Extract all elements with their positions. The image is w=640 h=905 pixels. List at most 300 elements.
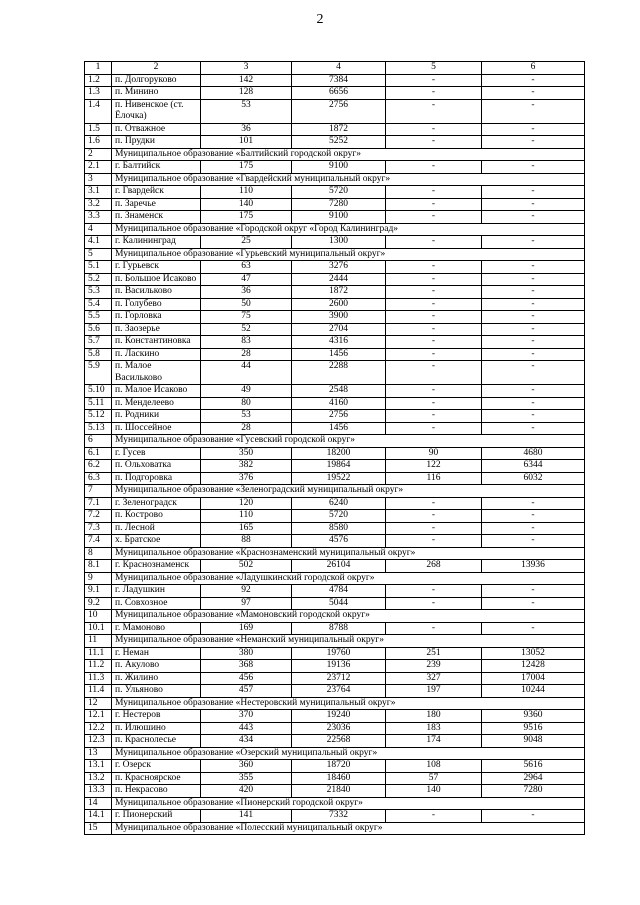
value-col5: -	[386, 535, 482, 548]
value-col4: 1300	[292, 236, 386, 249]
table-row	[85, 348, 585, 361]
row-number: 5.8	[85, 348, 112, 361]
value-col3: 128	[201, 87, 292, 100]
section-number: 9	[85, 572, 112, 585]
value-col5: -	[386, 74, 482, 87]
value-col5: -	[386, 273, 482, 286]
row-number: 3.2	[85, 198, 112, 211]
table-row	[85, 99, 585, 123]
value-col6: -	[482, 397, 585, 410]
row-number: 5.4	[85, 298, 112, 311]
value-col6: -	[482, 361, 585, 385]
settlement-name: п. Малое Исаково	[112, 385, 201, 398]
table-row	[85, 361, 585, 385]
section-title: Муниципальное образование «Пионерский городской округ»	[112, 797, 585, 810]
row-number: 6.2	[85, 460, 112, 473]
value-col5: -	[386, 198, 482, 211]
row-number: 5.2	[85, 273, 112, 286]
row-number: 5.3	[85, 286, 112, 299]
row-number: 12.2	[85, 722, 112, 735]
section-title: Муниципальное образование «Краснознаменский муниципальный округ»	[112, 547, 585, 560]
settlement-name: г. Озерск	[112, 760, 201, 773]
value-col6: -	[482, 211, 585, 224]
row-number: 5.11	[85, 397, 112, 410]
data-table	[84, 61, 585, 835]
value-col6: 10244	[482, 685, 585, 698]
settlement-name: п. Голубево	[112, 298, 201, 311]
section-title: Муниципальное образование «Балтийский городской округ»	[112, 148, 585, 161]
value-col5: -	[386, 87, 482, 100]
settlement-name: г. Неман	[112, 647, 201, 660]
section-row	[85, 797, 585, 810]
settlement-name: п. Шоссейное	[112, 422, 201, 435]
settlement-name: п. Совхозное	[112, 597, 201, 610]
table-row	[85, 472, 585, 485]
section-row	[85, 148, 585, 161]
row-number: 7.1	[85, 497, 112, 510]
row-number: 1.3	[85, 87, 112, 100]
value-col6: -	[482, 261, 585, 274]
value-col3: 457	[201, 685, 292, 698]
value-col3: 53	[201, 99, 292, 123]
section-row	[85, 610, 585, 623]
table-row	[85, 261, 585, 274]
value-col3: 169	[201, 622, 292, 635]
settlement-name: п. Некрасово	[112, 785, 201, 798]
row-number: 11.2	[85, 660, 112, 673]
value-col3: 36	[201, 123, 292, 136]
row-number: 9.1	[85, 585, 112, 598]
value-col4: 19522	[292, 472, 386, 485]
value-col4: 7280	[292, 198, 386, 211]
table-row	[85, 211, 585, 224]
value-col4: 18460	[292, 772, 386, 785]
value-col6: -	[482, 286, 585, 299]
value-col3: 44	[201, 361, 292, 385]
value-col3: 28	[201, 422, 292, 435]
table-row	[85, 87, 585, 100]
value-col6: -	[482, 273, 585, 286]
section-row	[85, 547, 585, 560]
value-col5: -	[386, 311, 482, 324]
section-row	[85, 822, 585, 835]
settlement-name: г. Гусев	[112, 447, 201, 460]
value-col4: 4784	[292, 585, 386, 598]
value-col4: 5720	[292, 186, 386, 199]
settlement-name: п. Большое Исаково	[112, 273, 201, 286]
section-row	[85, 223, 585, 236]
section-number: 3	[85, 173, 112, 186]
header-cell: 1	[85, 62, 112, 75]
value-col4: 2704	[292, 323, 386, 336]
value-col6: 6032	[482, 472, 585, 485]
table-row	[85, 535, 585, 548]
section-title: Муниципальное образование «Гурьевский муниципальный округ»	[112, 248, 585, 261]
row-number: 5.6	[85, 323, 112, 336]
value-col6: -	[482, 311, 585, 324]
row-number: 5.5	[85, 311, 112, 324]
row-number: 12.3	[85, 735, 112, 748]
value-col5: 268	[386, 560, 482, 573]
table-row	[85, 735, 585, 748]
settlement-name: п. Нивенское (ст. Ёлочка)	[112, 99, 201, 123]
row-number: 13.3	[85, 785, 112, 798]
value-col4: 19240	[292, 710, 386, 723]
value-col3: 75	[201, 311, 292, 324]
value-col6: -	[482, 186, 585, 199]
value-col6: -	[482, 74, 585, 87]
table-row	[85, 298, 585, 311]
value-col4: 5252	[292, 136, 386, 149]
value-col4: 19136	[292, 660, 386, 673]
settlement-name: п. Менделеево	[112, 397, 201, 410]
value-col6: -	[482, 597, 585, 610]
value-col4: 7332	[292, 810, 386, 823]
value-col6: -	[482, 236, 585, 249]
settlement-name: п. Горловка	[112, 311, 201, 324]
value-col5: -	[386, 136, 482, 149]
value-col5: 239	[386, 660, 482, 673]
header-cell: 4	[292, 62, 386, 75]
value-col6: -	[482, 198, 585, 211]
table-row	[85, 198, 585, 211]
table-row	[85, 385, 585, 398]
section-title: Муниципальное образование «Гвардейский муниципальный округ»	[112, 173, 585, 186]
settlement-name: г. Калининград	[112, 236, 201, 249]
value-col5: 108	[386, 760, 482, 773]
value-col3: 92	[201, 585, 292, 598]
table-row	[85, 422, 585, 435]
value-col6: 9516	[482, 722, 585, 735]
table-row	[85, 74, 585, 87]
value-col3: 110	[201, 510, 292, 523]
row-number: 7.3	[85, 522, 112, 535]
value-col4: 9100	[292, 161, 386, 174]
value-col4: 18200	[292, 447, 386, 460]
value-col5: -	[386, 161, 482, 174]
value-col6: -	[482, 622, 585, 635]
section-number: 13	[85, 747, 112, 760]
value-col5: -	[386, 397, 482, 410]
settlement-name: г. Гурьевск	[112, 261, 201, 274]
value-col3: 376	[201, 472, 292, 485]
value-col6: -	[482, 497, 585, 510]
section-number: 15	[85, 822, 112, 835]
settlement-name: п. Заозерье	[112, 323, 201, 336]
value-col3: 140	[201, 198, 292, 211]
settlement-name: п. Минино	[112, 87, 201, 100]
settlement-name: п. Васильково	[112, 286, 201, 299]
section-title: Муниципальное образование «Озерский муниципальный округ»	[112, 747, 585, 760]
value-col4: 5720	[292, 510, 386, 523]
value-col4: 2444	[292, 273, 386, 286]
value-col3: 380	[201, 647, 292, 660]
settlement-name: г. Ладушкин	[112, 585, 201, 598]
value-col3: 502	[201, 560, 292, 573]
table-row	[85, 810, 585, 823]
table-body	[85, 74, 585, 835]
value-col6: -	[482, 585, 585, 598]
value-col3: 175	[201, 211, 292, 224]
section-number: 11	[85, 635, 112, 648]
table-row	[85, 497, 585, 510]
value-col4: 19864	[292, 460, 386, 473]
value-col5: -	[386, 336, 482, 349]
value-col4: 6656	[292, 87, 386, 100]
row-number: 8.1	[85, 560, 112, 573]
row-number: 1.2	[85, 74, 112, 87]
value-col4: 23036	[292, 722, 386, 735]
settlement-name: п. Кострово	[112, 510, 201, 523]
section-number: 2	[85, 148, 112, 161]
value-col3: 97	[201, 597, 292, 610]
section-number: 8	[85, 547, 112, 560]
value-col6: -	[482, 385, 585, 398]
table-row	[85, 286, 585, 299]
value-col6: 2964	[482, 772, 585, 785]
section-number: 7	[85, 485, 112, 498]
value-col6: 5616	[482, 760, 585, 773]
section-row	[85, 435, 585, 448]
value-col3: 165	[201, 522, 292, 535]
settlement-name: п. Родники	[112, 410, 201, 423]
settlement-name: п. Жилино	[112, 672, 201, 685]
header-cell: 6	[482, 62, 585, 75]
value-col3: 25	[201, 236, 292, 249]
table-row	[85, 560, 585, 573]
value-col6: -	[482, 298, 585, 311]
value-col3: 141	[201, 810, 292, 823]
value-col6: -	[482, 87, 585, 100]
value-col5: 197	[386, 685, 482, 698]
value-col4: 23764	[292, 685, 386, 698]
value-col5: -	[386, 348, 482, 361]
value-col6: -	[482, 336, 585, 349]
value-col5: 90	[386, 447, 482, 460]
value-col4: 21840	[292, 785, 386, 798]
value-col5: -	[386, 298, 482, 311]
value-col6: 9048	[482, 735, 585, 748]
table-row	[85, 161, 585, 174]
value-col4: 4160	[292, 397, 386, 410]
row-number: 5.10	[85, 385, 112, 398]
value-col4: 19760	[292, 647, 386, 660]
row-number: 9.2	[85, 597, 112, 610]
table-row	[85, 622, 585, 635]
section-title: Муниципальное образование «Полесский муниципальный округ»	[112, 822, 585, 835]
value-col6: -	[482, 123, 585, 136]
value-col5: -	[386, 211, 482, 224]
row-number: 13.2	[85, 772, 112, 785]
table-row	[85, 236, 585, 249]
table-row	[85, 672, 585, 685]
section-number: 6	[85, 435, 112, 448]
value-col3: 52	[201, 323, 292, 336]
section-title: Муниципальное образование «Зеленоградский муниципальный округ»	[112, 485, 585, 498]
row-number: 5.12	[85, 410, 112, 423]
table-row	[85, 397, 585, 410]
value-col4: 1456	[292, 348, 386, 361]
row-number: 1.4	[85, 99, 112, 123]
row-number: 5.7	[85, 336, 112, 349]
value-col5: -	[386, 123, 482, 136]
section-title: Муниципальное образование «Городской округ «Город Калининград»	[112, 223, 585, 236]
value-col6: -	[482, 422, 585, 435]
row-number: 11.4	[85, 685, 112, 698]
table-row	[85, 660, 585, 673]
value-col5: -	[386, 323, 482, 336]
row-number: 5.13	[85, 422, 112, 435]
table-row	[85, 647, 585, 660]
settlement-name: п. Отважное	[112, 123, 201, 136]
row-number: 14.1	[85, 810, 112, 823]
table-row	[85, 410, 585, 423]
section-title: Муниципальное образование «Мамоновский городской округ»	[112, 610, 585, 623]
table-row	[85, 447, 585, 460]
value-col4: 3276	[292, 261, 386, 274]
settlement-name: п. Знаменск	[112, 211, 201, 224]
value-col4: 26104	[292, 560, 386, 573]
table-row	[85, 123, 585, 136]
table-row	[85, 460, 585, 473]
settlement-name: п. Ласкино	[112, 348, 201, 361]
value-col6: 4680	[482, 447, 585, 460]
value-col5: -	[386, 497, 482, 510]
row-number: 12.1	[85, 710, 112, 723]
row-number: 2.1	[85, 161, 112, 174]
table-row	[85, 760, 585, 773]
value-col6: -	[482, 323, 585, 336]
settlement-name: п. Ольховатка	[112, 460, 201, 473]
value-col3: 355	[201, 772, 292, 785]
value-col5: 122	[386, 460, 482, 473]
value-col4: 6240	[292, 497, 386, 510]
value-col5: -	[386, 622, 482, 635]
value-col6: 9360	[482, 710, 585, 723]
table-row	[85, 323, 585, 336]
value-col4: 1872	[292, 123, 386, 136]
row-number: 5.1	[85, 261, 112, 274]
value-col5: -	[386, 585, 482, 598]
section-number: 12	[85, 697, 112, 710]
value-col5: -	[386, 261, 482, 274]
section-number: 4	[85, 223, 112, 236]
value-col6: -	[482, 161, 585, 174]
value-col5: -	[386, 361, 482, 385]
section-row	[85, 173, 585, 186]
value-col6: -	[482, 136, 585, 149]
settlement-name: г. Зеленоградск	[112, 497, 201, 510]
settlement-name: п. Прудки	[112, 136, 201, 149]
value-col4: 3900	[292, 311, 386, 324]
row-number: 10.1	[85, 622, 112, 635]
value-col6: -	[482, 522, 585, 535]
value-col4: 7384	[292, 74, 386, 87]
section-row	[85, 697, 585, 710]
value-col6: -	[482, 99, 585, 123]
settlement-name: г. Балтийск	[112, 161, 201, 174]
table-row	[85, 772, 585, 785]
table-row	[85, 685, 585, 698]
settlement-name: п. Лесной	[112, 522, 201, 535]
row-number: 5.9	[85, 361, 112, 385]
header-row	[85, 62, 585, 75]
table-row	[85, 311, 585, 324]
value-col5: 180	[386, 710, 482, 723]
value-col5: -	[386, 522, 482, 535]
row-number: 11.1	[85, 647, 112, 660]
value-col3: 350	[201, 447, 292, 460]
value-col5: -	[386, 286, 482, 299]
value-col3: 47	[201, 273, 292, 286]
value-col6: -	[482, 410, 585, 423]
value-col4: 1456	[292, 422, 386, 435]
header-cell: 5	[386, 62, 482, 75]
value-col3: 420	[201, 785, 292, 798]
value-col4: 8580	[292, 522, 386, 535]
value-col6: -	[482, 348, 585, 361]
row-number: 4.1	[85, 236, 112, 249]
value-col4: 2756	[292, 99, 386, 123]
value-col3: 50	[201, 298, 292, 311]
value-col4: 2548	[292, 385, 386, 398]
value-col4: 2600	[292, 298, 386, 311]
value-col4: 18720	[292, 760, 386, 773]
settlement-name: х. Братское	[112, 535, 201, 548]
value-col5: 251	[386, 647, 482, 660]
row-number: 1.5	[85, 123, 112, 136]
settlement-name: п. Илюшино	[112, 722, 201, 735]
section-row	[85, 485, 585, 498]
value-col5: -	[386, 810, 482, 823]
table-row	[85, 522, 585, 535]
row-number: 13.1	[85, 760, 112, 773]
value-col5: -	[386, 597, 482, 610]
value-col3: 360	[201, 760, 292, 773]
row-number: 1.6	[85, 136, 112, 149]
settlement-name: г. Мамоново	[112, 622, 201, 635]
value-col5: 57	[386, 772, 482, 785]
section-row	[85, 635, 585, 648]
table-row	[85, 510, 585, 523]
settlement-name: п. Ульяново	[112, 685, 201, 698]
settlement-name: п. Малое Васильково	[112, 361, 201, 385]
settlement-name: г. Краснознаменск	[112, 560, 201, 573]
value-col3: 53	[201, 410, 292, 423]
value-col4: 22568	[292, 735, 386, 748]
value-col3: 49	[201, 385, 292, 398]
value-col6: -	[482, 535, 585, 548]
value-col3: 142	[201, 74, 292, 87]
value-col4: 23712	[292, 672, 386, 685]
row-number: 3.3	[85, 211, 112, 224]
settlement-name: г. Гвардейск	[112, 186, 201, 199]
value-col3: 120	[201, 497, 292, 510]
row-number: 11.3	[85, 672, 112, 685]
section-title: Муниципальное образование «Неманский муниципальный округ»	[112, 635, 585, 648]
value-col6: 12428	[482, 660, 585, 673]
header-cell: 2	[112, 62, 201, 75]
settlement-name: г. Пионерский	[112, 810, 201, 823]
row-number: 6.1	[85, 447, 112, 460]
value-col3: 175	[201, 161, 292, 174]
row-number: 3.1	[85, 186, 112, 199]
section-number: 5	[85, 248, 112, 261]
value-col3: 370	[201, 710, 292, 723]
value-col3: 434	[201, 735, 292, 748]
table-row	[85, 710, 585, 723]
value-col6: 6344	[482, 460, 585, 473]
